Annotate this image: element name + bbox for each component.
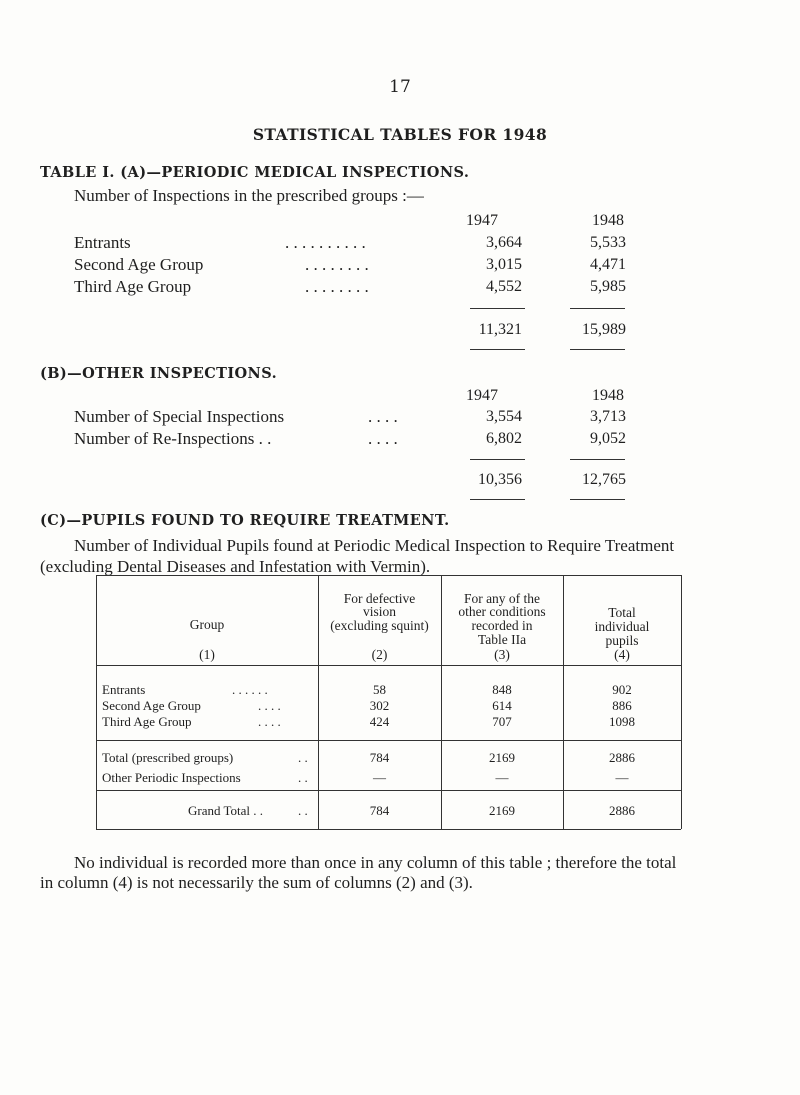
row-label: Second Age Group <box>102 698 201 713</box>
column-number: (1) <box>199 647 215 662</box>
table-row-rule <box>96 790 681 791</box>
leader-dots: . . <box>298 803 308 818</box>
cell-vision: 58 <box>373 682 386 697</box>
footnote-line-2: in column (4) is not necessarily the sum of columns (2) and (3). <box>40 873 473 892</box>
section-b-year-1948: 1948 <box>592 387 624 404</box>
leader-dots: . . <box>298 770 308 785</box>
leader-dots: . . . . . . . . <box>305 255 369 274</box>
section-b-total-1948: 12,765 <box>582 471 626 488</box>
leader-dots: . . . . . . . . . . <box>285 233 366 252</box>
section-c-intro-line-2: (excluding Dental Diseases and Infestation with Vermin). <box>40 557 431 576</box>
row-label: Total (prescribed groups) <box>102 750 234 765</box>
cell-total: 886 <box>612 698 632 713</box>
cell-total: 2886 <box>609 803 635 818</box>
cell-total: 2886 <box>609 750 635 765</box>
cell-vision: 784 <box>369 803 390 818</box>
column-number: (4) <box>614 647 630 662</box>
double-rule <box>470 349 525 350</box>
table-header-rule <box>96 665 681 666</box>
value-1948: 5,985 <box>590 278 626 295</box>
value-1948: 3,713 <box>590 408 626 425</box>
cell-total: 902 <box>612 682 632 697</box>
cell-other: 614 <box>492 698 512 713</box>
section-b-heading: (B)—OTHER INSPECTIONS. <box>40 365 278 382</box>
section-c-heading: (C)—PUPILS FOUND TO REQUIRE TREATMENT. <box>40 512 450 529</box>
section-b-total-1947: 10,356 <box>478 471 522 488</box>
table-top-rule <box>96 575 681 576</box>
column-header-vision: For defective <box>343 591 416 606</box>
leader-dots: . . . . <box>368 407 398 426</box>
sum-rule <box>570 459 625 460</box>
section-a-year-1948: 1948 <box>592 212 624 229</box>
row-label: Number of Re-Inspections . . <box>74 429 272 448</box>
row-label: Grand Total . . <box>188 803 264 818</box>
section-b-year-1947: 1947 <box>466 387 498 404</box>
column-header-other-conditions: For any of the <box>463 591 541 606</box>
leader-dots: . . . . <box>258 714 281 729</box>
cell-vision: 302 <box>369 698 390 713</box>
cell-other: 2169 <box>489 803 515 818</box>
column-header-other-conditions: recorded in <box>471 618 533 633</box>
cell-total: 1098 <box>609 714 635 729</box>
row-label: Number of Special Inspections <box>74 407 285 426</box>
cell-vision: — <box>373 770 386 785</box>
cell-other: 707 <box>492 714 512 729</box>
column-header-vision: vision <box>362 604 396 619</box>
row-label: Entrants <box>74 233 131 252</box>
table-col-rule <box>96 575 97 829</box>
cell-vision: 424 <box>369 714 390 729</box>
column-header-total: pupils <box>605 633 639 648</box>
double-rule <box>570 349 625 350</box>
section-c-intro-line-1: Number of Individual Pupils found at Periodic Medical Inspection to Require Treatment <box>74 536 675 555</box>
value-1948: 4,471 <box>590 256 626 273</box>
cell-other: — <box>495 770 509 785</box>
section-a-total-1948: 15,989 <box>582 321 626 338</box>
value-1947: 4,552 <box>486 278 522 295</box>
leader-dots: . . <box>298 750 308 765</box>
leader-dots: . . . . . . . . <box>305 277 369 296</box>
value-1947: 3,554 <box>486 408 522 425</box>
cell-total: — <box>615 770 629 785</box>
section-a-year-1947: 1947 <box>466 212 498 229</box>
page-title: STATISTICAL TABLES FOR 1948 <box>252 125 548 144</box>
value-1948: 5,533 <box>590 234 626 251</box>
column-header-total: Total <box>608 605 636 620</box>
column-number: (3) <box>494 647 510 662</box>
row-label: Entrants <box>102 682 146 697</box>
row-label: Third Age Group <box>74 277 192 296</box>
row-label: Other Periodic Inspections <box>102 770 241 785</box>
cell-other: 848 <box>492 682 512 697</box>
section-a-total-1947: 11,321 <box>478 321 522 338</box>
column-header-group: Group <box>189 617 225 632</box>
leader-dots: . . . . <box>258 698 281 713</box>
double-rule <box>570 499 625 500</box>
column-header-total: individual <box>594 619 650 634</box>
column-number: (2) <box>371 647 388 662</box>
column-header-other-conditions: other conditions <box>458 604 546 619</box>
sum-rule <box>470 459 525 460</box>
table-bottom-rule <box>96 829 681 830</box>
column-header-other-conditions: Table IIa <box>477 632 527 647</box>
table-row-rule <box>96 740 681 741</box>
value-1947: 3,664 <box>486 234 522 251</box>
value-1947: 6,802 <box>486 430 522 447</box>
sum-rule <box>570 308 625 309</box>
cell-other: 2169 <box>489 750 515 765</box>
section-a-intro: Number of Inspections in the prescribed groups :— <box>74 186 424 205</box>
column-header-vision: (excluding squint) <box>330 618 429 633</box>
cell-vision: 784 <box>369 750 390 765</box>
row-label: Third Age Group <box>102 714 192 729</box>
footnote-line-1: No individual is recorded more than once in any column of this table ; therefore the total <box>74 853 677 872</box>
row-label: Second Age Group <box>74 255 204 274</box>
page-number: 17 <box>389 77 411 97</box>
value-1948: 9,052 <box>590 430 626 447</box>
table-col-rule <box>681 575 682 829</box>
leader-dots: . . . . <box>368 429 398 448</box>
leader-dots: . . . . . . <box>232 682 268 697</box>
double-rule <box>470 499 525 500</box>
value-1947: 3,015 <box>486 256 522 273</box>
sum-rule <box>470 308 525 309</box>
section-a-heading: TABLE I. (A)—PERIODIC MEDICAL INSPECTIONS. <box>40 164 470 181</box>
